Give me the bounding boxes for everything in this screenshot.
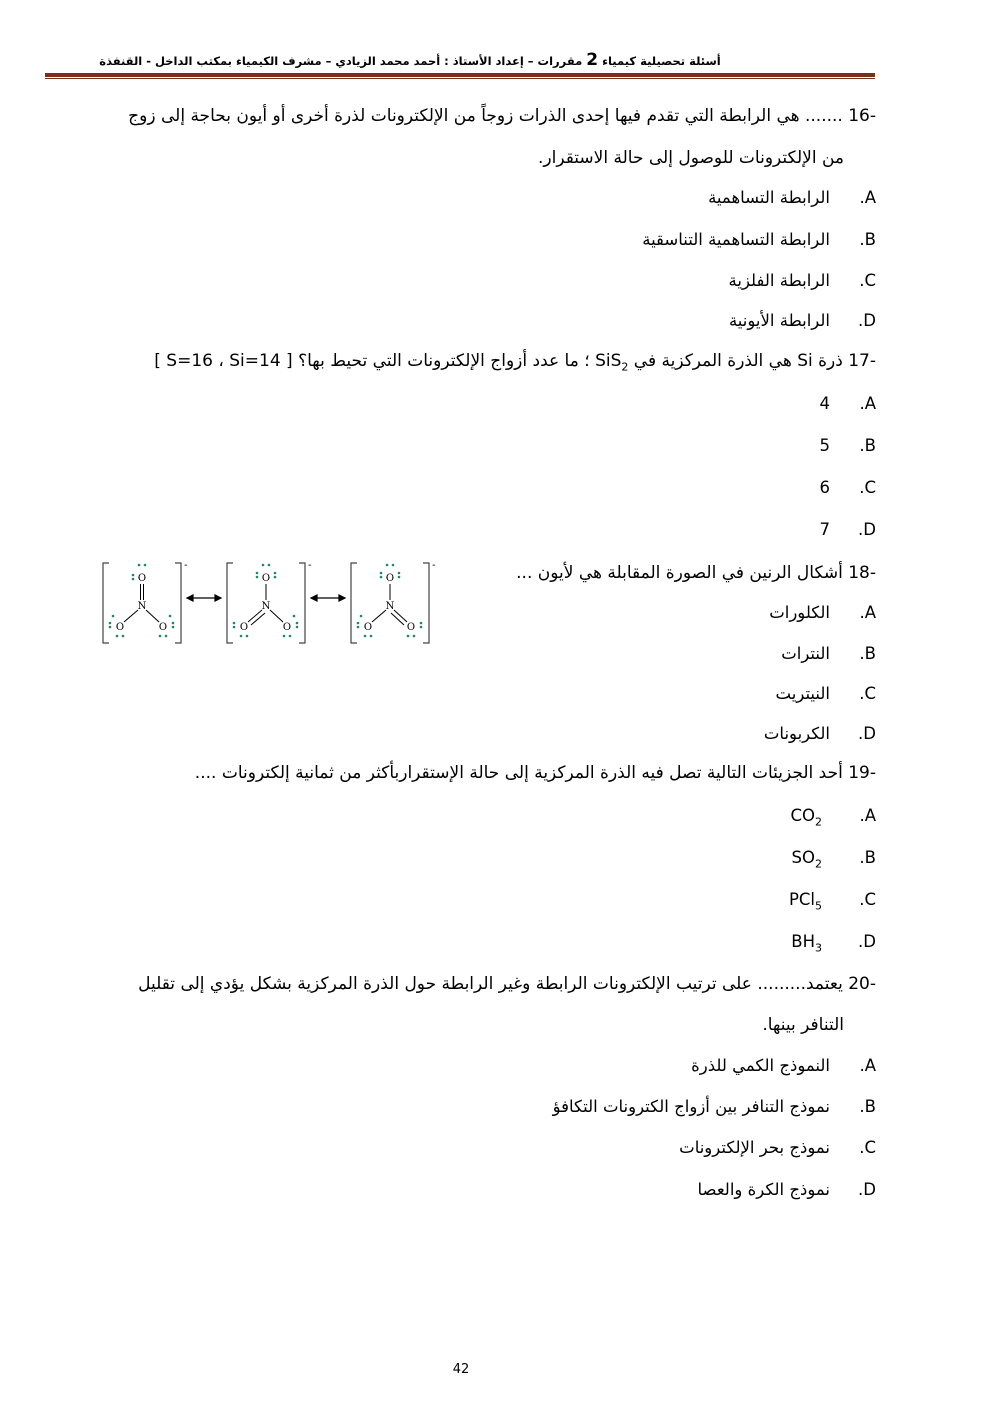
arrow-head-right [215, 595, 221, 601]
option-text: 6 [819, 478, 830, 497]
formula: $BH_3$ [791, 932, 822, 955]
option-letter: A. [859, 188, 876, 207]
option-text: النترات [781, 644, 830, 663]
option-letter: D. [858, 932, 876, 951]
resonance-structure-1 [109, 564, 175, 638]
option-text: نموذج بحر الإلكترونات [679, 1138, 830, 1157]
arrow-head-left [311, 595, 317, 601]
option-text: الكلورات [769, 603, 830, 622]
header-rule-thin [45, 78, 875, 79]
option-letter: C. [859, 1138, 876, 1157]
option-text: الرابطة الأيونية [728, 311, 830, 330]
q17-option-a[interactable] [820, 394, 877, 413]
header-number: 2 [586, 50, 599, 70]
option-letter: C. [859, 684, 876, 703]
formula: $CO_2$ [790, 806, 822, 829]
question-17 [154, 351, 876, 373]
option-letter: D. [858, 520, 876, 539]
bracket-right [299, 563, 305, 643]
option-text: الرابطة التساهمية التناسقية [642, 230, 830, 249]
question-20 [138, 974, 876, 994]
formula: PCl$_5$ [788, 890, 822, 913]
q16-option-a[interactable] [708, 188, 876, 207]
resonance-structure-3 [357, 564, 423, 638]
question-16-line2: من الإلكترونات للوصول إلى حالة الاستقرار. [537, 148, 844, 168]
q19-option-b[interactable] [792, 848, 876, 870]
oxygen-atom: O [363, 622, 373, 633]
q18-option-d[interactable] [764, 724, 876, 743]
q19-option-a[interactable] [790, 806, 876, 828]
question-number: -16 [848, 106, 876, 126]
oxygen-atom: O [115, 622, 125, 633]
question-number: -18 [848, 563, 876, 583]
option-letter: B. [859, 644, 876, 663]
q17-option-d[interactable] [820, 520, 877, 539]
question-text: ....... هي الرابطة التي تقدم فيها إحدى الذرات زوجاً من الإلكترونات لذرة أخرى أو أيون بحاجة إلى زوج [128, 106, 843, 126]
bracket-right [175, 563, 181, 643]
nitrogen-atom: N [261, 601, 271, 612]
oxygen-atom: O [158, 622, 168, 633]
subscript: 2 [621, 360, 629, 374]
option-letter: B. [859, 436, 876, 455]
q17-option-b[interactable] [820, 436, 877, 455]
option-letter: C. [859, 478, 876, 497]
q20-option-b[interactable] [553, 1097, 876, 1116]
option-letter: D. [858, 311, 876, 330]
question-text: يعتمد......... على ترتيب الإلكترونات الرابطة وغير الرابطة حول الذرة المركزية بشكل يؤدي إلى تقليل [138, 974, 843, 994]
option-text: نموذج التنافر بين أزواج الكترونات التكافؤ [552, 1097, 830, 1116]
header-text-post: مقررات – إعداد الأستاذ : أحمد محمد الزيادي – مشرف الكيمياء بمكتب الداخل - القنفذة [99, 54, 583, 68]
question-number: -17 [848, 351, 876, 371]
arrow-head-right [339, 595, 345, 601]
q20-option-c[interactable] [679, 1138, 876, 1157]
resonance-structures-figure [95, 558, 445, 650]
formula: $SO_2$ [791, 848, 822, 871]
q20-option-d[interactable] [698, 1180, 877, 1199]
option-letter: D. [858, 724, 876, 743]
oxygen-atom: O [406, 622, 416, 633]
q19-option-d[interactable] [791, 932, 876, 954]
q19-option-c[interactable] [789, 890, 876, 912]
bracket-left [227, 563, 233, 643]
question-16 [128, 106, 876, 126]
q18-option-b[interactable] [781, 644, 876, 663]
question-text-b: ؛ ما عدد أزواج الإلكترونات التي تحيط بها؟ [298, 351, 590, 371]
resonance-structure-2 [233, 564, 299, 638]
option-letter: B. [859, 848, 876, 867]
oxygen-atom: O [261, 573, 271, 584]
option-letter: A. [859, 394, 876, 413]
q20-option-a[interactable] [691, 1056, 876, 1075]
header-rule-thick [45, 73, 875, 77]
oxygen-atom: O [239, 622, 249, 633]
option-letter: B. [859, 1097, 876, 1116]
option-letter: C. [859, 271, 876, 290]
page-number: 42 [452, 1362, 470, 1377]
question-18 [516, 563, 876, 583]
q17-option-c[interactable] [820, 478, 877, 497]
option-text: 4 [819, 394, 830, 413]
option-text: نموذج الكرة والعصا [697, 1180, 830, 1199]
option-text: الكربونات [763, 724, 830, 743]
option-letter: A. [859, 603, 876, 622]
bracket-right [423, 563, 429, 643]
q18-option-c[interactable] [776, 684, 876, 703]
option-text: النيتريت [775, 684, 830, 703]
option-text: الرابطة الفلزية [728, 271, 830, 290]
question-text: أشكال الرنين في الصورة المقابلة هي لأيون ... [516, 563, 843, 583]
question-number: -19 [848, 763, 876, 783]
option-letter: C. [859, 890, 876, 909]
arrow-head-left [187, 595, 193, 601]
option-text: 7 [819, 520, 830, 539]
option-letter: A. [859, 1056, 876, 1075]
q16-option-c[interactable] [729, 271, 876, 290]
bracket-left [103, 563, 109, 643]
q18-option-a[interactable] [769, 603, 876, 622]
option-text: النموذج الكمي للذرة [691, 1056, 830, 1075]
q16-option-d[interactable] [729, 311, 876, 330]
nitrogen-atom: N [385, 601, 395, 612]
page-header [60, 50, 760, 70]
header-text-pre: أسئلة تحصيلية كيمياء [602, 54, 721, 68]
question-text-a: ذرة Si هي الذرة المركزية في SiS [595, 351, 843, 371]
question-text: أحد الجزيئات التالية تصل فيه الذرة المركزية إلى حالة الإستقراربأكثر من ثمانية إلكترونات .... [194, 763, 843, 783]
option-letter: B. [859, 230, 876, 249]
question-20-line2: التنافر بينها. [762, 1015, 844, 1035]
bracket-left [351, 563, 357, 643]
option-letter: A. [859, 806, 876, 825]
oxygen-atom: O [385, 573, 395, 584]
question-number: -20 [848, 974, 876, 994]
option-letter: D. [858, 1180, 876, 1199]
option-text: الرابطة التساهمية [708, 188, 830, 207]
question-19 [195, 763, 876, 783]
charge-minus: - [308, 560, 312, 571]
option-text: 5 [819, 436, 830, 455]
charge-minus: - [184, 560, 188, 571]
charge-minus: - [432, 560, 436, 571]
atomic-numbers: [ S=16 ، Si=14 ] [154, 351, 293, 371]
oxygen-atom: O [137, 573, 147, 584]
nitrogen-atom: N [137, 601, 147, 612]
oxygen-atom: O [282, 622, 292, 633]
q16-option-b[interactable] [642, 230, 876, 249]
